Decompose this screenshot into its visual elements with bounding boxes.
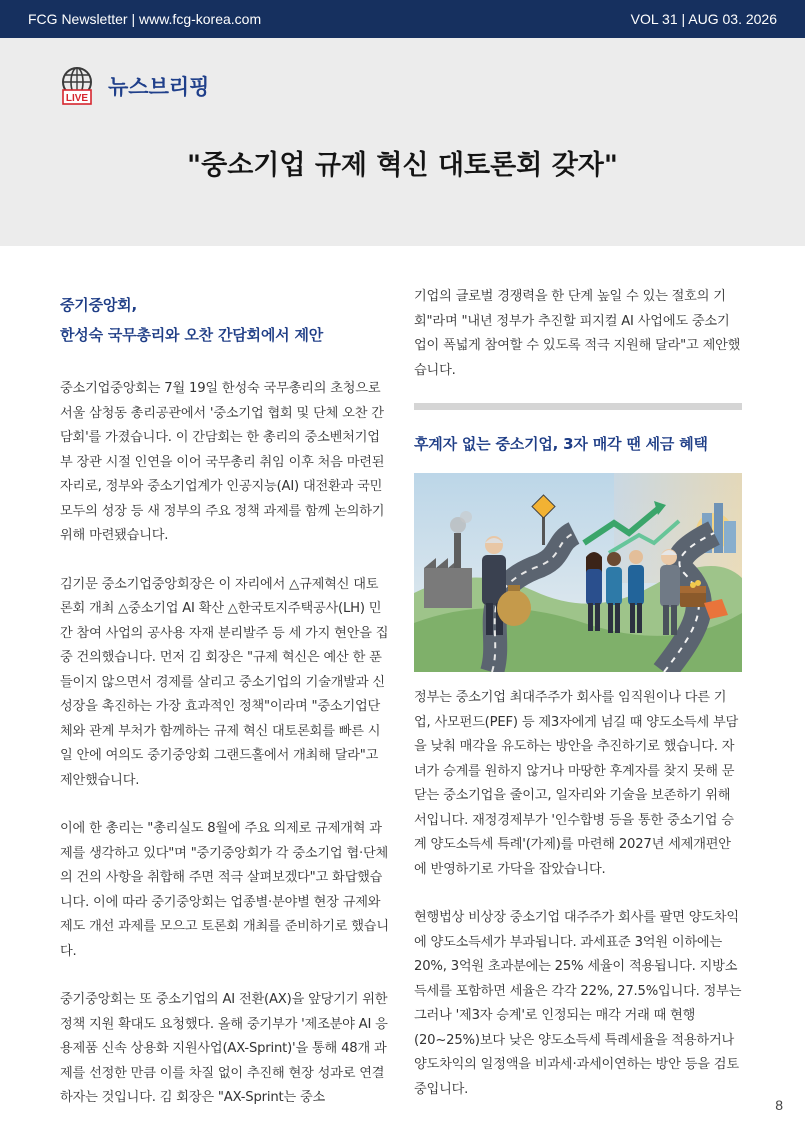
article-continuation: 기업의 글로벌 경쟁력을 한 단계 높일 수 있는 절호의 기회"라며 "내년 정부가 추진할 피지컬 AI 사업에도 중소기업이 폭넓게 참여할 수 있도록 적극 지원해 달라"고 제안했습니다.: [414, 289, 741, 378]
right-article-column: [414, 285, 742, 1126]
article-subtitle: [60, 290, 390, 350]
business-succession-illustration: [414, 473, 742, 672]
section-divider: [414, 403, 742, 410]
newsletter-site-label[interactable]: FCG Newsletter | www.fcg-korea.com: [28, 11, 262, 27]
article-paragraph: 정부는 중소기업 최대주주가 회사를 임직원이나 다른 기업, 사모펀드(PEF) 등 제3자에게 넘길 때 양도소득세 부담을 낮춰 매각을 유도하는 방안을 추진하기로 했습니다. 자녀가 승계를 원하지 않거나 마땅한 후계자를 찾지 못해 문 닫는 중소기업을 줄이고, 일자리와 기술을 보존하기 위해서입니다. 재정경제부가 '인수합병 등을 통한 중소기업 승계 양도소득세 특례'(가제)를 마련해 2027년 세제개편안에 반영하기로 가닥을 잡았습니다.: [414, 690, 739, 877]
left-article-column: [60, 290, 390, 1135]
globe-live-icon: [60, 66, 94, 106]
hero-section: [0, 38, 805, 246]
issue-date-label: VOL 31 | AUG 03. 2026: [630, 11, 777, 27]
page-headline: "중소기업 규제 혁신 대토론회 갖자": [187, 150, 618, 181]
section-label: 뉴스브리핑: [108, 75, 210, 99]
article-subtitle: 후계자 없는 중소기업, 3자 매각 땐 세금 혜택: [414, 435, 708, 453]
article-paragraph: 중소기업중앙회는 7월 19일 한성숙 국무총리의 초청으로 서울 삼청동 총리공관에서 '중소기업 협회 및 단체 오찬 간담회'를 가졌습니다. 이 간담회는 한 총리의 중소벤처기업부 장관 시절 인연을 이어 국무총리 취임 이후 처음 마련된 자리로, 정부와 중소기업계가 인공지능(AI) 대전환과 국민 모두의 성장 등 새 정부의 주요 정책 과제를 함께 논의하기 위해 마련됐습니다.: [60, 381, 385, 543]
article-paragraph: 중기중앙회는 또 중소기업의 AI 전환(AX)을 앞당기기 위한 정책 지원 확대도 요청했다. 올해 중기부가 '제조분야 AI 응용제품 신속 상용화 지원사업(AX-Sprint)'을 통해 48개 과제를 선정한 만큼 이를 차질 없이 추진해 현장 성과로 연결하자는 것입니다. 김 회장은 "AX-Sprint는 중소: [60, 992, 388, 1105]
live-badge-text: LIVE: [65, 93, 89, 104]
article-paragraph: 김기문 중소기업중앙회장은 이 자리에서 △규제혁신 대토론회 개최 △중소기업 AI 확산 △한국토지주택공사(LH) 민간 참여 사업의 공사용 자재 분리발주 등 세 가지 현안을 집중 건의했습니다. 먼저 김 회장은 "규제 혁신은 예산 한 푼 들이지 않으면서 경제를 살리고 중소기업의 기술개발과 신성장을 촉진하는 가장 효과적인 정책"이라며 "중소기업단체와 관계 부처가 함께하는 규제 혁신 대토론회를 빠른 시일 안에 여의도 중기중앙회 그랜드홀에서 개최해 달라"고 제안했습니다.: [60, 576, 389, 788]
newsletter-header-bar: [0, 0, 805, 38]
article-subtitle-line2: 한성숙 국무총리와 오찬 간담회에서 제안: [60, 326, 324, 344]
article-paragraph: 이에 한 총리는 "총리실도 8월에 주요 의제로 규제개혁 과제를 생각하고 있다"며 "중기중앙회가 각 중소기업 협·단체의 건의 사항을 취합해 주면 적극 살펴보겠다"고 화답했습니다. 이에 따라 중기중앙회는 업종별·분야별 현장 규제와 제도 개선 과제를 모으고 토론회 개최를 준비하기로 했습니다.: [60, 821, 389, 959]
section-brand: [60, 66, 209, 106]
page-number: 8: [775, 1097, 783, 1113]
article-subtitle-line1: 중기중앙회,: [60, 296, 137, 314]
article-paragraph: 현행법상 비상장 중소기업 대주주가 회사를 팔면 양도차익에 양도소득세가 부과됩니다. 과세표준 3억원 이하에는 20%, 3억원 초과분에는 25% 세율이 적용됩니다. 지방소득세를 포함하면 세율은 각각 22%, 27.5%입니다. 정부는 그러나 '제3자 승계'로 인정되는 매각 거래 때 현행(20~25%)보다 낮은 양도소득세 특례세율을 적용하거나 양도차익의 일정액을 비과세·과세이연하는 방안 등을 검토 중입니다.: [414, 910, 742, 1097]
